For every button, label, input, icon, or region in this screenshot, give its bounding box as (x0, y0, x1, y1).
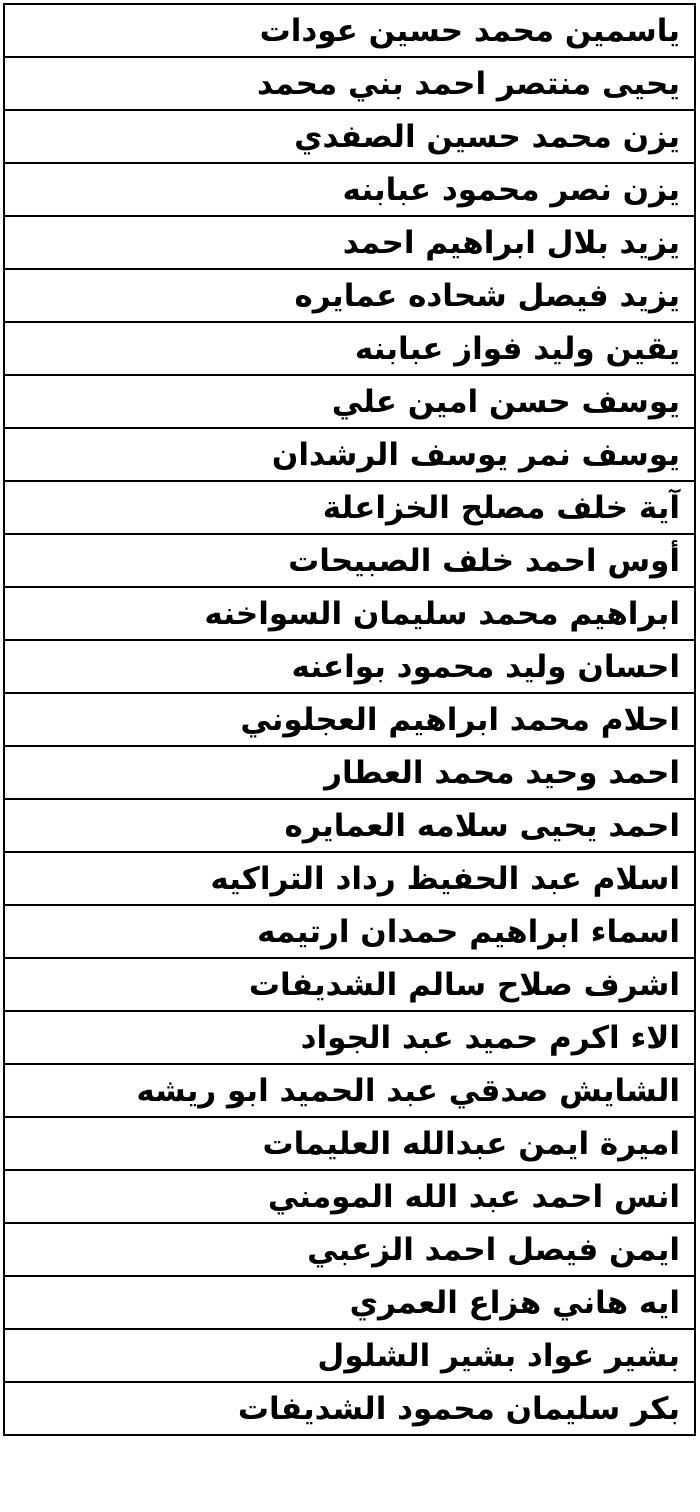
table-row (4, 322, 695, 375)
table-row (4, 534, 695, 587)
table-row (4, 1011, 695, 1064)
table-row (4, 587, 695, 640)
name-cell: يزيد فيصل شحاده عمايره (4, 269, 695, 322)
name-cell: يقين وليد فواز عبابنه (4, 322, 695, 375)
table-row (4, 1064, 695, 1117)
name-cell: الاء اكرم حميد عبد الجواد (4, 1011, 695, 1064)
name-cell: ايمن فيصل احمد الزعبي (4, 1223, 695, 1276)
name-cell: يوسف نمر يوسف الرشدان (4, 428, 695, 481)
table-row (4, 1329, 695, 1382)
name-cell: اسماء ابراهيم حمدان ارتيمه (4, 905, 695, 958)
table-row (4, 693, 695, 746)
name-cell: احلام محمد ابراهيم العجلوني (4, 693, 695, 746)
table-row (4, 1170, 695, 1223)
name-cell: يزيد بلال ابراهيم احمد (4, 216, 695, 269)
name-cell: الشايش صدقي عبد الحميد ابو ريشه (4, 1064, 695, 1117)
name-cell: أوس احمد خلف الصبيحات (4, 534, 695, 587)
name-cell: اشرف صلاح سالم الشديفات (4, 958, 695, 1011)
name-cell: انس احمد عبد الله المومني (4, 1170, 695, 1223)
name-cell: اسلام عبد الحفيظ رداد التراكيه (4, 852, 695, 905)
table-row (4, 852, 695, 905)
name-cell: يزن محمد حسين الصفدي (4, 110, 695, 163)
name-cell: اميرة ايمن عبدالله العليمات (4, 1117, 695, 1170)
table-row (4, 375, 695, 428)
table-row (4, 958, 695, 1011)
name-cell: آية خلف مصلح الخزاعلة (4, 481, 695, 534)
name-cell: يحيى منتصر احمد بني محمد (4, 57, 695, 110)
name-cell: ابراهيم محمد سليمان السواخنه (4, 587, 695, 640)
name-cell: بكر سليمان محمود الشديفات (4, 1382, 695, 1435)
name-cell: احسان وليد محمود بواعنه (4, 640, 695, 693)
table-row (4, 216, 695, 269)
table-row (4, 799, 695, 852)
name-cell: يزن نصر محمود عبابنه (4, 163, 695, 216)
table-row (4, 57, 695, 110)
table-row (4, 4, 695, 57)
table-row (4, 1117, 695, 1170)
name-cell: ايه هاني هزاع العمري (4, 1276, 695, 1329)
table-row (4, 163, 695, 216)
name-cell: احمد وحيد محمد العطار (4, 746, 695, 799)
table-row (4, 1223, 695, 1276)
name-cell: بشير عواد بشير الشلول (4, 1329, 695, 1382)
table-row (4, 1276, 695, 1329)
table-row (4, 640, 695, 693)
table-row (4, 428, 695, 481)
names-table (3, 3, 696, 1436)
table-row (4, 746, 695, 799)
table-row (4, 269, 695, 322)
name-cell: يوسف حسن امين علي (4, 375, 695, 428)
table-row (4, 481, 695, 534)
table-row (4, 110, 695, 163)
name-cell: احمد يحيى سلامه العمايره (4, 799, 695, 852)
table-row (4, 905, 695, 958)
name-cell: ياسمين محمد حسين عودات (4, 4, 695, 57)
table-row (4, 1382, 695, 1435)
